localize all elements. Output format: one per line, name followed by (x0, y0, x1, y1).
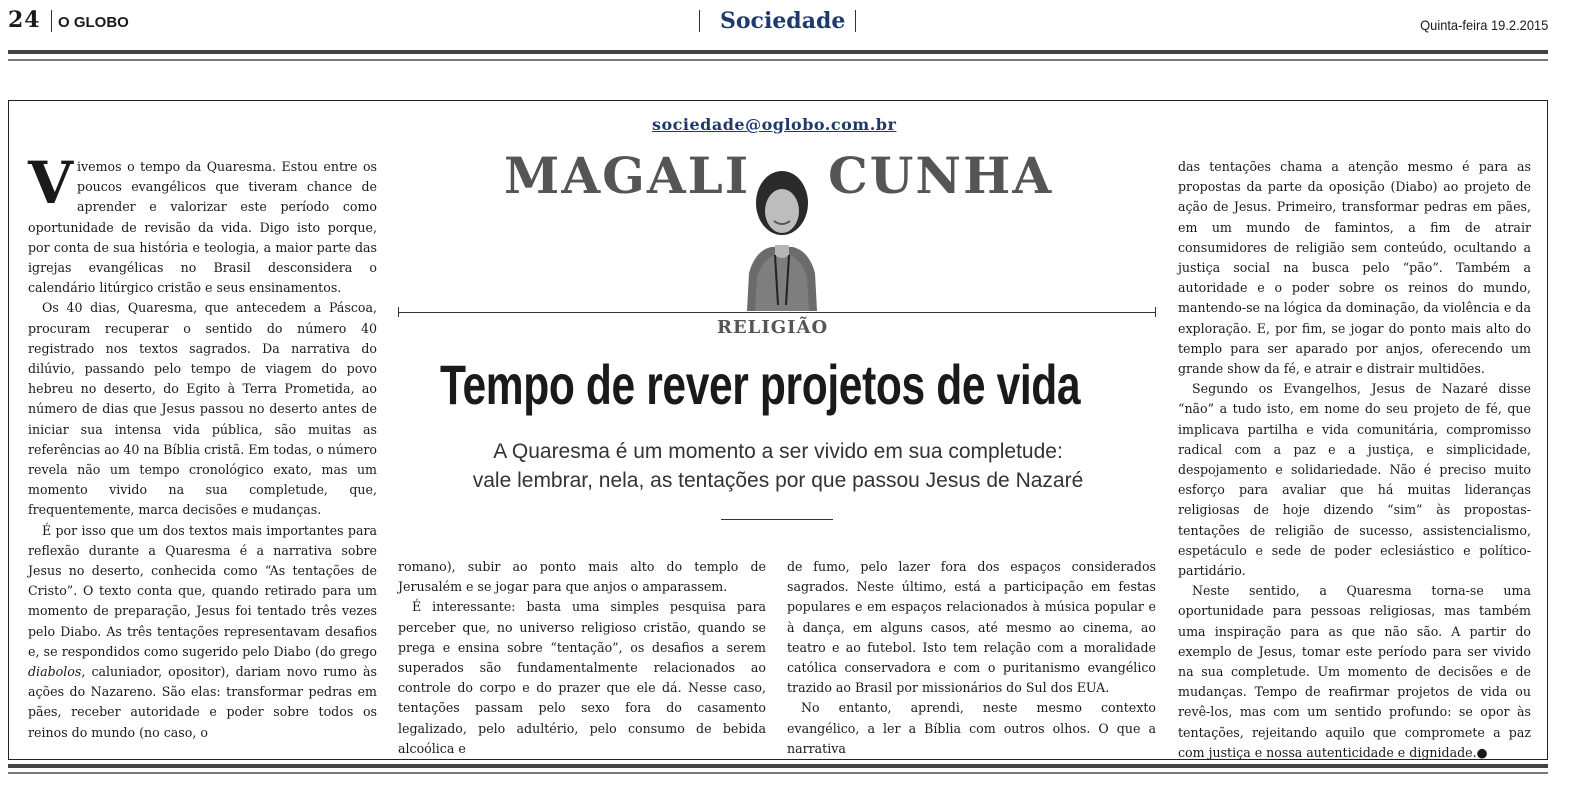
kicker-rule-left-tick (398, 307, 399, 317)
subheadline-rule (721, 519, 833, 520)
drop-cap: V (28, 149, 74, 217)
paragraph (28, 521, 377, 743)
paragraph: É interessante: basta uma simples pesquisa para perceber que, no universo religioso cristão, quando se prega e ensina sobre “tentação”, os desafios a serem superados são fundamentalmente relacionados ao controle do corpo e do prazer que ele dá. Nesse caso, tentações passam pelo sexo fora do casamento legalizado, pelo adultério, pelo consumo de bebida alcoólica e (398, 599, 766, 756)
paragraph (28, 149, 377, 298)
footer-rule-top (8, 764, 1548, 768)
article-subheadline (440, 437, 1116, 495)
author-first-name: MAGALI (504, 146, 751, 205)
newspaper-name: O GLOBO (58, 14, 129, 31)
body-column-2 (398, 557, 766, 759)
section-divider-left (699, 10, 700, 32)
issue-date: Quinta-feira 19.2.2015 (1419, 17, 1548, 33)
paragraph-text: , caluniador, opositor), dariam novo rumo às ações do Nazareno. São elas: transformar pedras em pães, receber autoridade e poder sobre todos os reinos do mundo (no caso, o (28, 664, 377, 740)
author-last-name: CUNHA (828, 146, 1054, 205)
paragraph: de fumo, pelo lazer fora dos espaços considerados sagrados. Neste último, está a participação em festas populares e em espaços relacionados à música popular e à dança, em alguns casos, até mesmo ao cinema, ao teatro e ao futebol. Isto tem relação com a moralidade católica conservadora e com o puritanismo evangélico trazido ao Brasil por missionários do Sul dos EUA. (787, 559, 1156, 696)
header-rule-bottom (8, 59, 1548, 61)
paragraph-text: É por isso que um dos textos mais importantes para reflexão durante a Quaresma é a narrativa sobre Jesus no deserto, conhecida como “As tentações de Cristo”. O texto conta que, quando retirado para um momento de preparação, Jesus foi tentado três vezes pelo Diabo. As três tentações representavam desafios e, se respondidos como sugerido pelo Diabo (do grego (28, 522, 377, 659)
article-headline: Tempo de rever projetos de vida (440, 353, 1081, 416)
paragraph: das tentações chama a atenção mesmo é para as propostas da parte da oposição (Diabo) ao projeto de ação de Jesus. Primeiro, transformar pedras em pães, em um mundo de famintos, a fim de atrair consumidores de religião sem conteúdo, ocultando a justiça social na busca pelo “pão”. Também a autoridade e o poder sobre os reinos do mundo, mantendo-se na lógica da dominação, da violência e da exploração. E, por fim, se jogar do ponto mais alto do templo para ser aparado por anjos, oferecendo um grande show da fé, e atrair e distrair multidões. (1178, 159, 1531, 377)
header-divider (51, 10, 52, 32)
body-column-4 (1178, 157, 1531, 763)
page-number: 24 (8, 7, 41, 33)
end-mark-icon: ● (1476, 744, 1488, 760)
header-rule-top (8, 50, 1548, 54)
section-title: Sociedade (720, 8, 846, 34)
paragraph (1178, 581, 1531, 763)
kicker-rule (398, 312, 1156, 313)
subheadline-line-1: A Quaresma é um momento a ser vivido em sua completude: (493, 440, 1063, 463)
body-column-3 (787, 557, 1156, 759)
contact-email-link[interactable]: sociedade@oglobo.com.br (652, 115, 897, 134)
subheadline-line-2: vale lembrar, nela, as tentações por que passou Jesus de Nazaré (472, 469, 1084, 492)
body-column-1 (28, 149, 377, 743)
paragraph: Segundo os Evangelhos, Jesus de Nazaré disse “não” a tudo isto, em nome do seu projeto de fé, que implicava partilha e vida comunitária, compromisso radical com a paz e a justiça, e simplicidade, despojamento e solidariedade. Não é preciso muito esforço para avaliar que há muitas lideranças religiosas de hoje dizendo “sim” às propostas-tentações de religião de sucesso, assistencialismo, espetáculo e sede de poder eclesiástico e político-partidário. (1178, 381, 1531, 579)
kicker-rule-right-tick (1155, 307, 1156, 317)
topic-kicker: RELIGIÃO (717, 317, 829, 338)
paragraph-text: Neste sentido, a Quaresma torna-se uma oportunidade para pessoas religiosas, mas também uma inspiração para as que não são. A partir do exemplo de Jesus, tomar este período para ser vivido na sua completude. Um momento de decisões e de mudanças. Tempo de reafirmar projetos de vida ou revê-los, mas com um sentido profundo: se opor às tentações, rejeitando aquilo que compromete a paz com justiça e nossa autenticidade e dignidade. (1178, 583, 1531, 760)
section-divider-right (855, 10, 856, 32)
author-portrait (745, 155, 819, 311)
paragraph: No entanto, aprendi, neste mesmo contexto evangélico, a ler a Bíblia com outros olhos. O que a narrativa (787, 700, 1156, 756)
paragraph: Os 40 dias, Quaresma, que antecedem a Páscoa, procuram recuperar o sentido do número 40 registrado nos textos sagrados. Da narrativa do dilúvio, passando pelo tempo de viagem do povo hebreu no deserto, do Egito à Terra Prometida, ao número de dias que Jesus passou no deserto antes de iniciar sua intensa vida pública, são muitas as referências ao 40 na Bíblia cristã. Em todas, o número revela não um tempo cronológico exato, mas um momento vivido na sua completude, que, frequentemente, marca decisões e mudanças. (28, 300, 377, 518)
footer-rule-bottom (8, 772, 1548, 774)
paragraph: romano), subir ao ponto mais alto do templo de Jerusalém e se jogar para que anjos o amparassem. (398, 559, 766, 595)
paragraph-text: ivemos o tempo da Quaresma. Estou entre os poucos evangélicos que tiveram chance de aprender e valorizar este período como oportunidade de revisão da vida. Digo isto porque, por conta de sua história e teologia, a maior parte das igrejas evangélicas no Brasil desconsidera o calendário litúrgico cristão e seus ensinamentos. (28, 159, 377, 296)
italic-term: diabolos (28, 664, 82, 680)
